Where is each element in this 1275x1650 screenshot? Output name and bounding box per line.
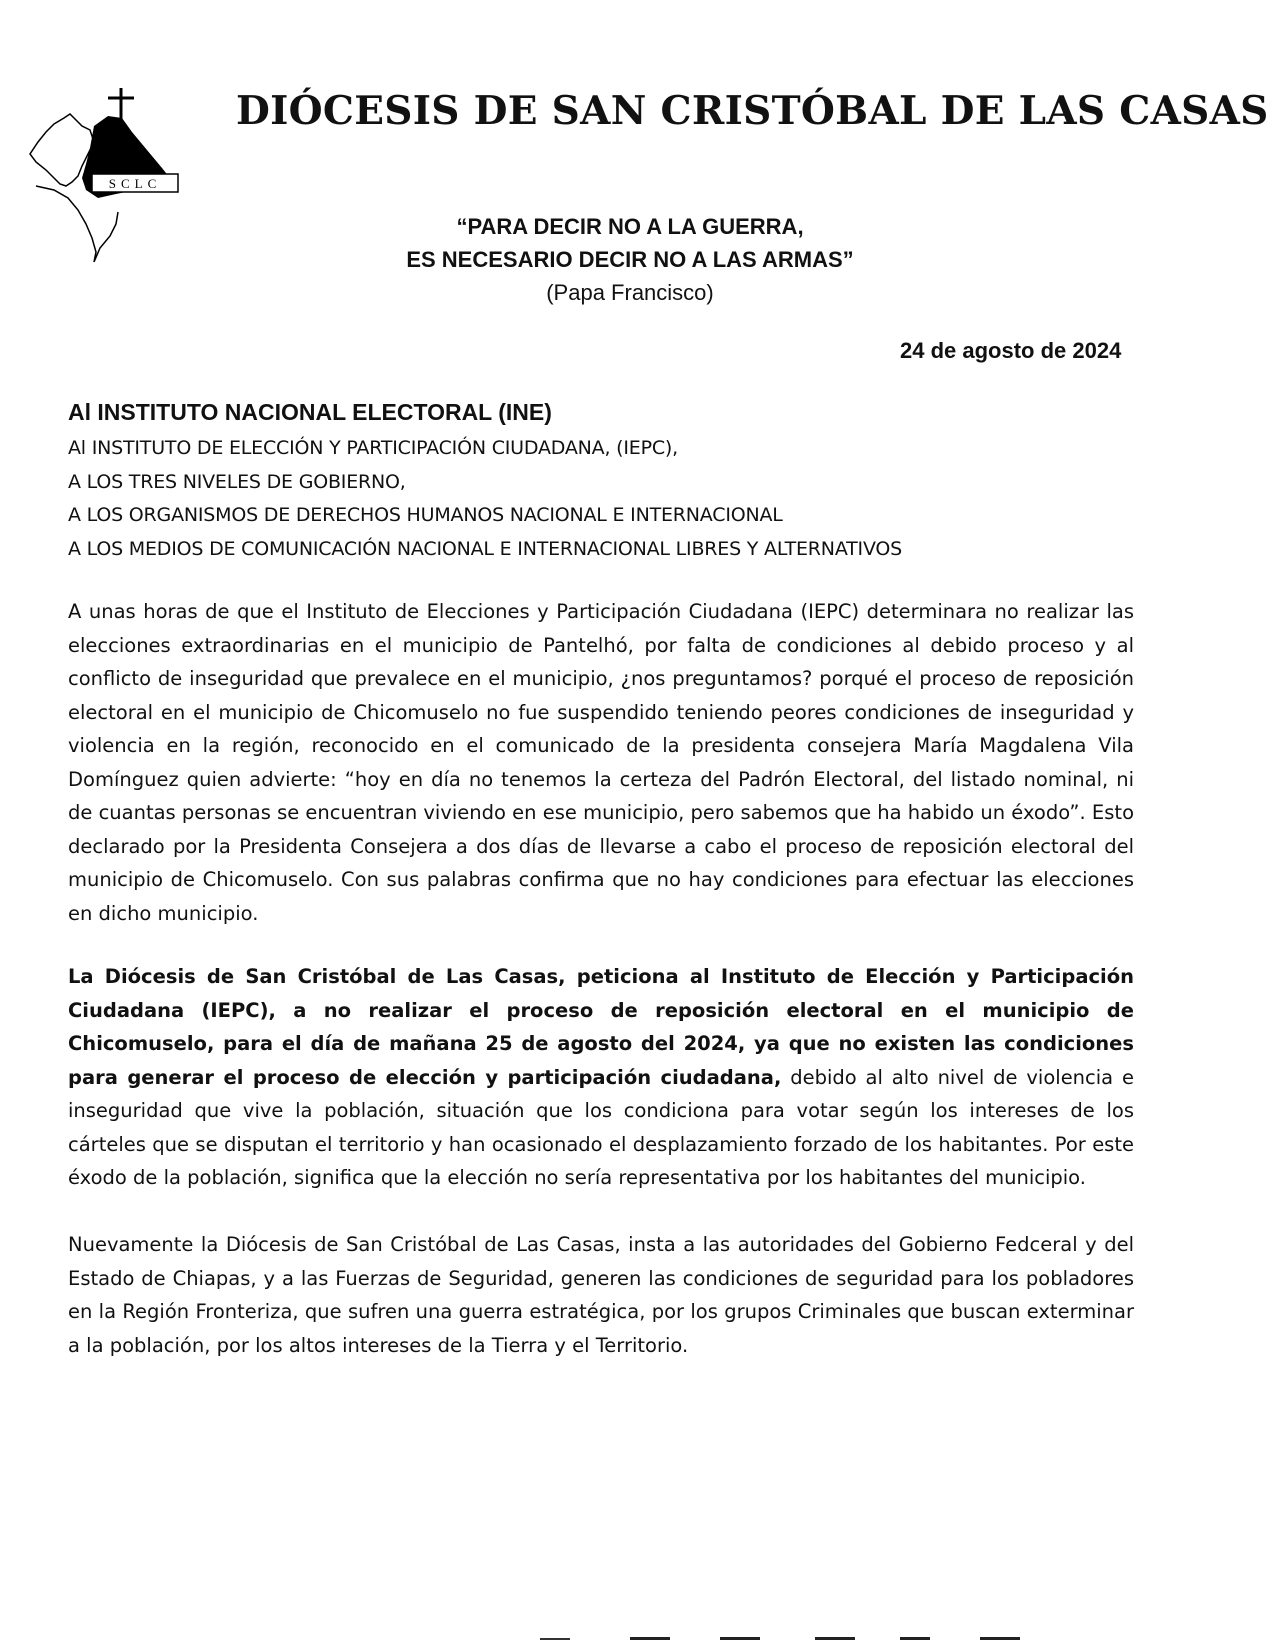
diocese-title: DIÓCESIS DE SAN CRISTÓBAL DE LAS CASAS xyxy=(236,88,1269,134)
epigraph-quote xyxy=(300,210,960,309)
diocese-logo xyxy=(24,86,194,276)
petition-bold-text: La Diócesis de San Cristóbal de Las Casas, peticiona al Instituto de Elección y Participación Ciudadana (IEPC), a no realizar el proceso de reposición electoral en el municipio de Chicomuselo, para el día de mañana 25 de agosto del 2024, ya que no existen las condiciones para generar el proceso de elección y participación ciudadana, xyxy=(68,965,1134,1089)
scan-artifact-marks xyxy=(540,1636,1040,1642)
body-paragraph-2 xyxy=(68,960,1134,1195)
recipient-line: Al INSTITUTO NACIONAL ELECTORAL (INE) xyxy=(68,399,552,425)
quote-line-2: ES NECESARIO DECIR NO A LAS ARMAS” xyxy=(406,247,854,272)
body-paragraph-1: A unas horas de que el Instituto de Elecciones y Participación Ciudadana (IEPC) determinara no realizar las elecciones extraordinarias en el municipio de Pantelhó, por falta de condiciones al debido proceso y al conflicto de inseguridad que prevalece en el municipio, ¿nos preguntamos? porqué el proceso de reposición electoral en el municipio de Chicomuselo no fue suspendido teniendo peores condiciones de inseguridad y violencia en la región, reconocido en el comunicado de la presidenta consejera María Magdalena Vila Domínguez quien advierte: “hoy en día no tenemos la certeza del Padrón Electoral, del listado nominal, ni de cuantas personas se encuentran viviendo en ese municipio, pero sabemos que ha habido un éxodo”. Esto declarado por la Presidenta Consejera a dos días de llevarse a cabo el proceso de reposición electoral del municipio de Chicomuselo. Con sus palabras confirma que no hay condiciones para efectuar las elecciones en dicho municipio. xyxy=(68,600,1134,925)
logo-label: SCLC xyxy=(108,176,162,191)
petition-text: debido al alto nivel de violencia e inseguridad que vive la población, situación que los condiciona para votar según los intereses de los cárteles que se disputan el territorio y han ocasionado el desplazamiento forzado de los habitantes. Por este éxodo de la población, significa que la elección no sería representativa por los habitantes del municipio. xyxy=(68,1065,1134,1189)
recipient-line: Al INSTITUTO DE ELECCIÓN Y PARTICIPACIÓN CIUDADANA, (IEPC), xyxy=(68,437,678,459)
quote-line-1: “PARA DECIR NO A LA GUERRA, xyxy=(456,214,804,239)
quote-author: (Papa Francisco) xyxy=(546,280,714,305)
letter-date: 24 de agosto de 2024 xyxy=(900,338,1122,363)
recipient-line: A LOS TRES NIVELES DE GOBIERNO, xyxy=(68,470,406,493)
recipients-block xyxy=(68,398,1198,566)
body-paragraph-3: Nuevamente la Diócesis de San Cristóbal de Las Casas, insta a las autoridades del Gobierno Fedceral y del Estado de Chiapas, y a las Fuerzas de Seguridad, generen las condiciones de seguridad para los pobladores en la Región Fronteriza, que sufren una guerra estratégica, por los grupos Criminales que buscan exterminar a la población, por los altos intereses de la Tierra y el Territorio. xyxy=(68,1233,1134,1357)
recipient-line: A LOS ORGANISMOS DE DERECHOS HUMANOS NACIONAL E INTERNACIONAL xyxy=(68,504,783,526)
recipient-line: A LOS MEDIOS DE COMUNICACIÓN NACIONAL E INTERNACIONAL LIBRES Y ALTERNATIVOS xyxy=(68,537,903,560)
